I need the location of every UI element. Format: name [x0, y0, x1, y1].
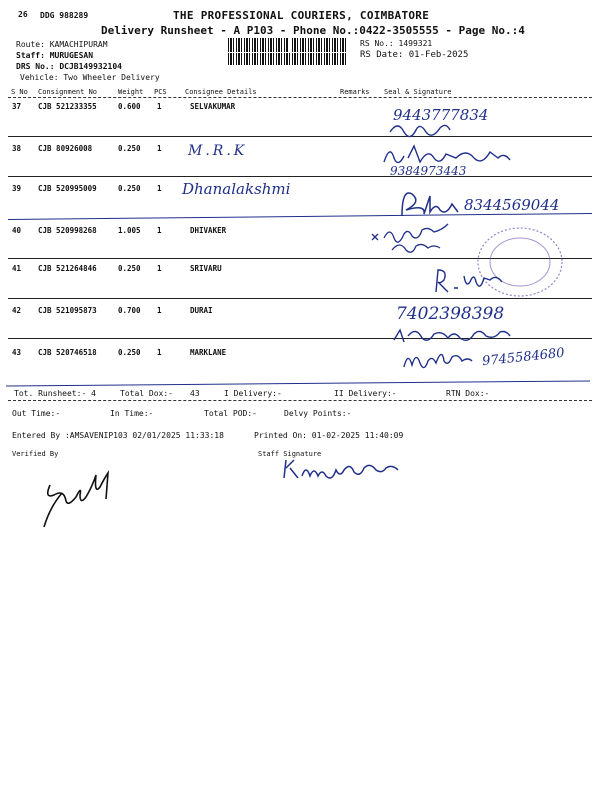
row-consignee: DHIVAKER	[190, 226, 227, 235]
row-consignee: DURAI	[190, 306, 213, 315]
row-pcs: 1	[157, 348, 162, 357]
signature-scribble-39	[396, 186, 466, 220]
row-sno: 38	[12, 144, 22, 153]
row-consignment: CJB 520746518	[38, 348, 97, 357]
in-time: In Time:-	[110, 409, 154, 418]
row-consignment: CJB 520998268	[38, 226, 97, 235]
vehicle-label: Vehicle: Two Wheeler Delivery	[20, 73, 160, 82]
i-delivery: I Delivery:-	[224, 389, 282, 398]
row-sno: 39	[12, 184, 22, 193]
drs-label: DRS No.: DCJB149932104	[16, 62, 122, 71]
row-weight: 0.250	[118, 144, 141, 153]
verifier-signature	[30, 455, 130, 535]
row-divider	[8, 176, 592, 177]
verified-by-label: Verified By	[12, 450, 59, 458]
row-weight: 0.250	[118, 264, 141, 273]
row-pcs: 1	[157, 226, 162, 235]
barcode-bottom	[228, 53, 347, 65]
row-consignment: CJB 520995009	[38, 184, 97, 193]
handwritten-phone: 9384973443	[390, 164, 467, 178]
barcode-left	[228, 38, 288, 52]
page-title: THE PROFESSIONAL COURIERS, COIMBATORE	[173, 9, 430, 22]
col-seal: Seal & Signature	[384, 88, 452, 96]
row-divider	[6, 380, 590, 386]
printed-on: Printed On: 01-02-2025 11:40:09	[254, 431, 404, 440]
footer-divider	[8, 400, 592, 401]
route-label: Route: KAMACHIPURAM	[16, 40, 108, 49]
row-pcs: 1	[157, 264, 162, 273]
row-divider	[8, 213, 592, 220]
staff-label: Staff: MURUGESAN	[16, 51, 94, 60]
row-pcs: 1	[157, 184, 162, 193]
col-remarks: Remarks	[340, 88, 370, 96]
col-consignee: Consignee Details	[185, 88, 257, 96]
signature-scribble-37	[385, 118, 485, 140]
ii-delivery: II Delivery:-	[334, 389, 397, 398]
tot-runsheet: Tot. Runsheet:- 4	[14, 389, 96, 398]
header-divider	[8, 97, 592, 98]
entered-by: Entered By :AMSAVENIP103 02/01/2025 11:33:18	[12, 431, 224, 440]
total-dox-label: Total Dox:-	[120, 389, 173, 398]
handwritten-phone: 9745584680	[481, 345, 566, 370]
row-consignee: SRIVARU	[190, 264, 222, 273]
page-top-number: 26	[18, 10, 28, 19]
row-consignee: MARKLANE	[190, 348, 227, 357]
col-consignment: Consignment No	[38, 88, 98, 96]
row-sno: 40	[12, 226, 22, 235]
out-time: Out Time:-	[12, 409, 61, 418]
signature-scribble-40	[368, 222, 478, 256]
row-weight: 1.005	[118, 226, 141, 235]
handwritten-phone: 9443777834	[393, 106, 489, 124]
row-consignment: CJB 521095873	[38, 306, 97, 315]
row-consignee: SELVAKUMAR	[190, 102, 236, 111]
row-sno: 42	[12, 306, 22, 315]
staff-signature	[278, 456, 408, 482]
row-weight: 0.600	[118, 102, 141, 111]
row-consignment: CJB 80926008	[38, 144, 93, 153]
rs-no: RS No.: 1499321	[360, 39, 433, 48]
signature-scribble-43	[400, 345, 480, 375]
delvy-points: Delvy Points:-	[284, 409, 352, 418]
row-consignment: CJB 521264846	[38, 264, 97, 273]
signature-scribble-41	[430, 266, 510, 296]
row-sno: 37	[12, 102, 22, 111]
runsheet-subtitle: Delivery Runsheet - A P103 - Phone No.:0422-3505555 - Page No.:4	[101, 24, 525, 37]
col-sno: S No	[11, 88, 28, 96]
rtn-dox: RTN Dox:-	[446, 389, 490, 398]
total-dox-value: 43	[190, 389, 200, 398]
row-sno: 43	[12, 348, 22, 357]
row-pcs: 1	[157, 102, 162, 111]
row-consignment: CJB 521233355	[38, 102, 97, 111]
staff-signature-label: Staff Signature	[258, 450, 322, 458]
handwritten-consignee: Dhanalakshmi	[182, 180, 291, 198]
row-pcs: 1	[157, 306, 162, 315]
col-pcs: PCS	[154, 88, 167, 96]
row-divider	[8, 136, 592, 137]
ddg-code: DDG 988289	[40, 11, 89, 20]
row-weight: 0.250	[118, 348, 141, 357]
rs-date: RS Date: 01-Feb-2025	[360, 50, 469, 60]
col-weight: Weight	[118, 88, 144, 96]
handwritten-consignee: M.R.K	[188, 143, 248, 159]
row-pcs: 1	[157, 144, 162, 153]
handwritten-phone: 8344569044	[464, 196, 560, 214]
barcode-right	[292, 38, 347, 52]
row-weight: 0.250	[118, 184, 141, 193]
row-sno: 41	[12, 264, 22, 273]
handwritten-phone: 7402398398	[396, 304, 505, 324]
row-weight: 0.700	[118, 306, 141, 315]
total-pod: Total POD:-	[204, 409, 257, 418]
